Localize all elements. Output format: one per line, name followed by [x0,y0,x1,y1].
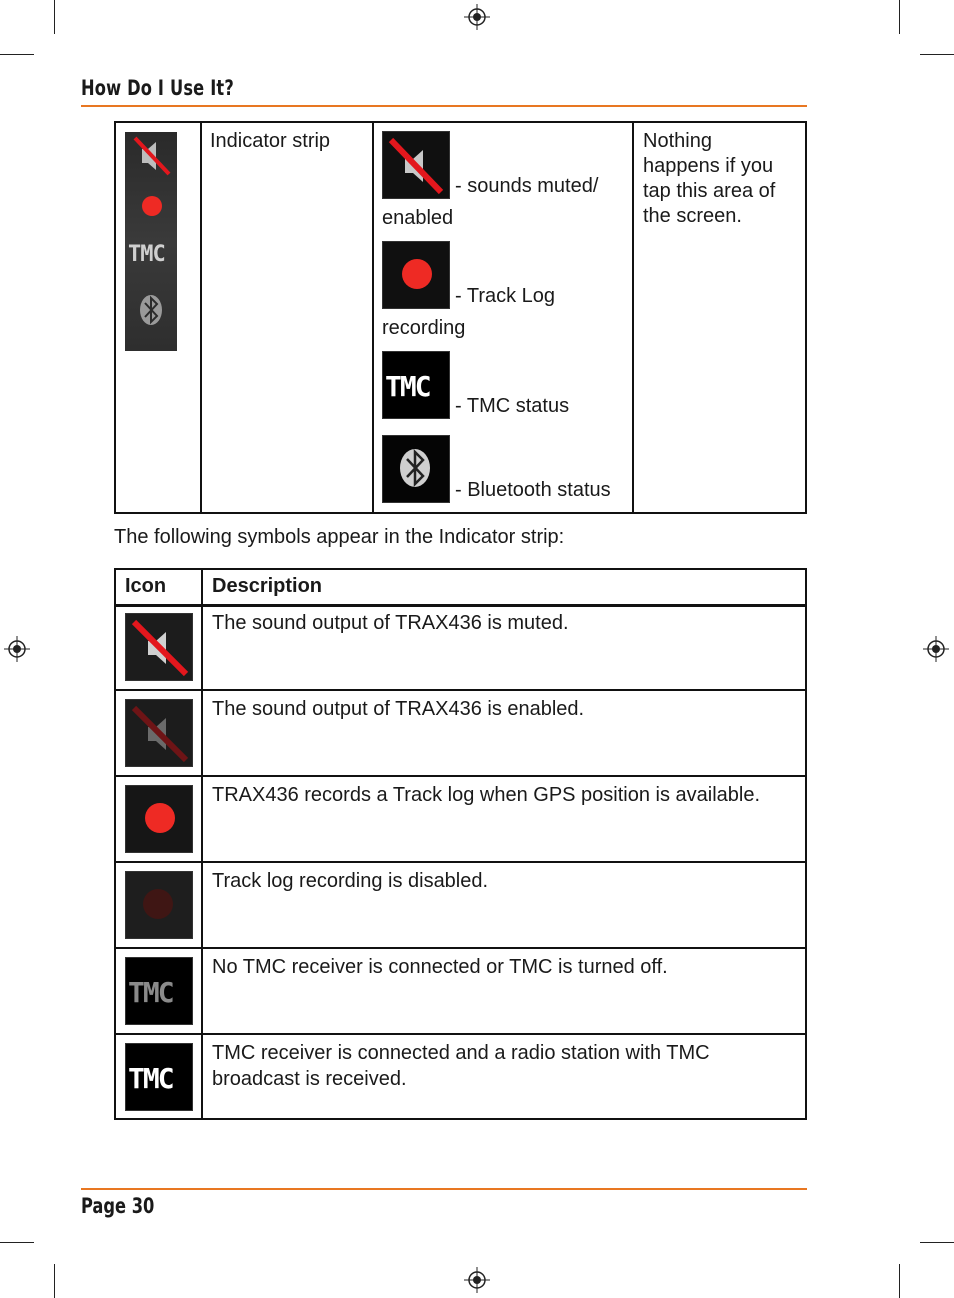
row-description: The sound output of TRAX436 is enabled. [212,698,585,720]
crop-mark [0,1242,34,1243]
crop-mark [920,54,954,55]
record-disabled-icon [125,871,193,939]
crop-mark [920,1242,954,1243]
registration-mark-icon [464,4,490,30]
row-description: TRAX436 records a Track log when GPS position is available. [212,784,761,806]
description-column-header: Description [212,575,323,597]
legend-label: - Bluetooth status [455,479,611,501]
table-row [116,777,805,863]
indicator-strip-table [114,121,807,514]
intro-paragraph: The following symbols appear in the Indicator strip: [114,526,565,548]
tmc-icon [382,351,450,419]
legend-label: - Track Log [455,285,556,307]
speaker-muted-icon [382,131,450,199]
indicator-strip-image [125,132,177,351]
row-description: No TMC receiver is connected or TMC is turned off. [212,956,668,978]
header-rule [81,105,807,107]
icon-column-header: Icon [125,575,167,597]
speaker-muted-icon [125,613,193,681]
tmc-off-icon [125,957,193,1025]
table-row [116,605,805,691]
tap-action-text: Nothing happens if you tap this area of the screen. [643,130,776,227]
record-dot-icon [382,241,450,309]
bluetooth-icon [140,295,162,325]
tmc-icon-text: TMC [128,976,173,1009]
bluetooth-icon [382,435,450,503]
registration-mark-icon [4,636,30,662]
table-row [116,691,805,777]
tmc-icon-text: TMC [385,370,430,403]
table-header [116,570,805,607]
table-row [116,863,805,949]
speaker-muted-icon [135,138,169,174]
table-row [116,949,805,1035]
speaker-enabled-icon [125,699,193,767]
legend-label-cont: enabled [382,207,454,229]
crop-mark [54,1264,55,1298]
section-title: How Do I Use It? [81,76,234,100]
tmc-on-icon [125,1043,193,1111]
footer-rule [81,1188,807,1190]
legend-label: - sounds muted/ [455,175,599,197]
record-dot-icon [142,196,162,216]
registration-mark-icon [923,636,949,662]
page-number: Page 30 [81,1194,155,1218]
crop-mark [899,0,900,34]
tmc-icon-text: TMC [128,1062,173,1095]
legend-label: - TMC status [455,395,570,417]
registration-mark-icon [464,1267,490,1293]
legend-label-cont: recording [382,317,466,339]
row-description: The sound output of TRAX436 is muted. [212,612,569,634]
row-description: Track log recording is disabled. [212,870,489,892]
record-active-icon [125,785,193,853]
element-name: Indicator strip [210,130,331,152]
strip-tmc-label: TMC [128,242,165,267]
row-description: TMC receiver is connected and a radio station with TMC broadcast is received. [212,1042,710,1090]
crop-mark [54,0,55,34]
table-row [116,1035,805,1121]
symbols-table [114,568,807,1120]
crop-mark [0,54,34,55]
crop-mark [899,1264,900,1298]
